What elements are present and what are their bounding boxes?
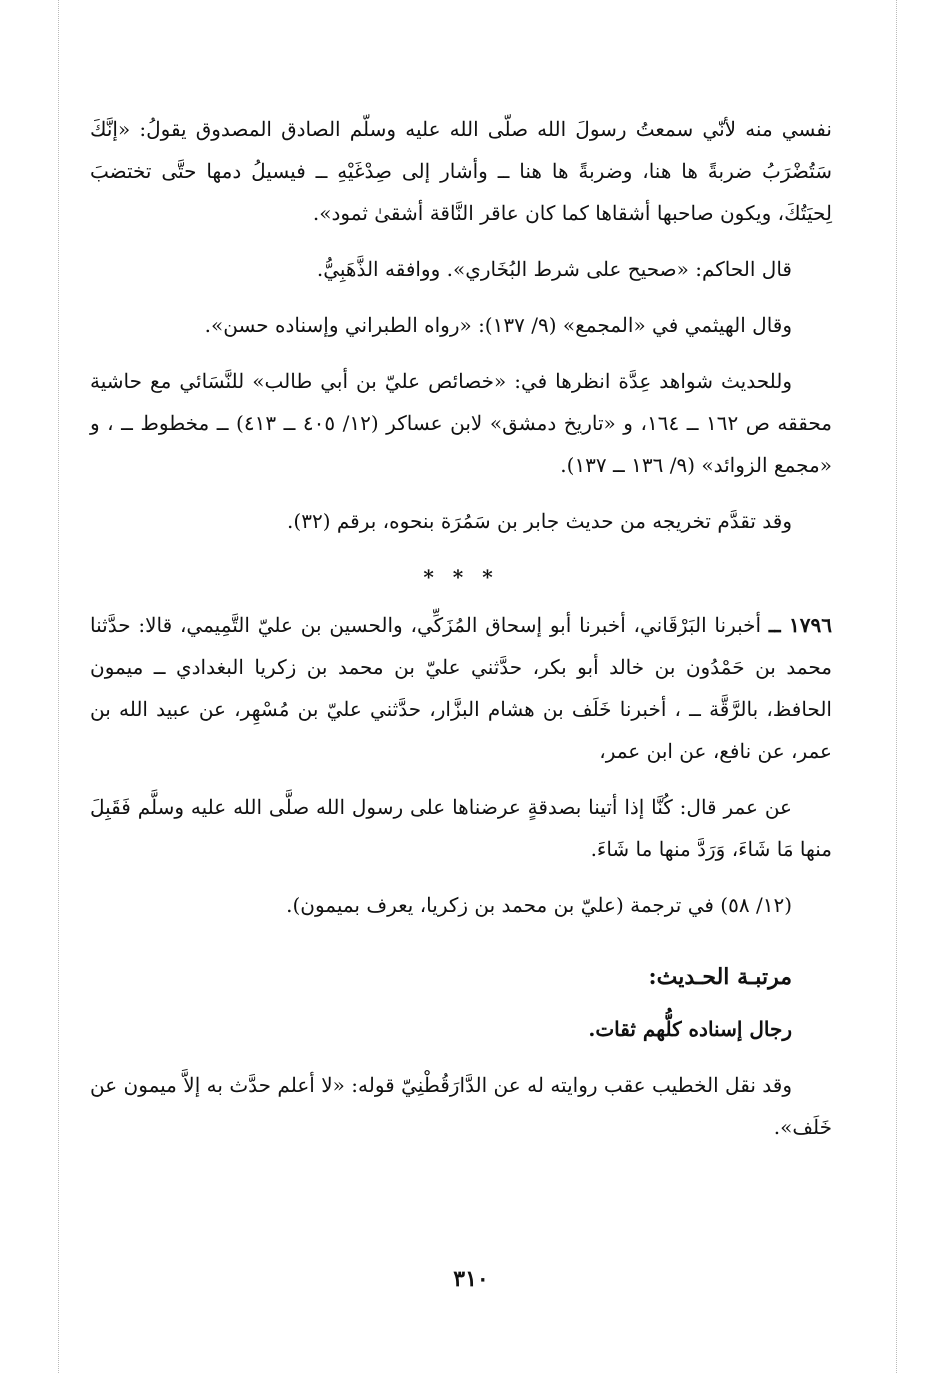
hadith-number: ١٧٩٦ ــ	[768, 613, 832, 637]
section-separator: * * *	[423, 565, 499, 589]
paragraph-hakim-grading: قال الحاكم: «صحيح على شرط البُخَاري». ووافقه الذَّهَبِيُّ.	[316, 257, 792, 281]
left-margin-dotted-line	[58, 0, 59, 1373]
grade-verdict: رجال إسناده كلُّهم ثقات.	[588, 1017, 792, 1041]
paragraph-supporting-narrations: وللحديث شواهد عِدَّة انظرها في: «خصائص عليّ بن أبي طالب» للنَّسَائي مع حاشية محققه ص ١٦٢ ــ ١٦٤، و «تاريخ دمشق» لابن عساكر (١٢/ ٤٠٥ ــ ٤١٣) ــ مخطوط ــ ، و «مجمع الزوائد» (٩/ ١٣٦ ــ ١٣٧).	[90, 369, 833, 477]
hadith-matn: عن عمر قال: كُنَّا إذا أتينا بصدقةٍ عرضناها على رسول الله صلَّى الله عليه وسلَّم فَقَبِلَ منها مَا شَاءَ، وَرَدَّ منها ما شَاءَ.	[90, 795, 832, 861]
page-number: ٣١٠	[453, 1266, 489, 1292]
right-margin-dotted-line	[896, 0, 897, 1373]
paragraph-hadith-text: نفسي منه لأنّي سمعتُ رسولَ الله صلّى الله عليه وسلّم الصادق المصدوق يقولُ: «إنَّكَ سَتُضْرَبُ ضربةً ها هنا، وضربةً ها هنا ــ وأشار إلى صِدْغَيْهِ ــ فيسيلُ دمها حتَّى تختضبَ لِحيَتُكَ، ويكون صاحبها أشقاها كما كان عاقر النَّاقة أشقىٰ ثمود».	[90, 117, 832, 225]
footnote: (١٢/ ٥٨) في ترجمة (عليّ بن محمد بن زكريا، يعرف بميمون).	[286, 893, 792, 917]
page-body	[90, 108, 832, 1162]
hadith-isnad-paragraph	[90, 604, 832, 772]
grade-comment: وقد نقل الخطيب عقب روايته له عن الدَّارَقُطْنِيّ قوله: «لا أعلم حدَّث به إلاَّ ميمون عن خَلَف».	[90, 1073, 832, 1139]
paragraph-haythami-grading: وقال الهيثمي في «المجمع» (٩/ ١٣٧): «رواه الطبراني وإسناده حسن».	[204, 313, 792, 337]
grade-heading: مرتبـة الحـديث:	[648, 964, 792, 990]
paragraph-cross-reference: وقد تقدَّم تخريجه من حديث جابر بن سَمُرَة بنحوه، برقم (٣٢).	[287, 509, 792, 533]
hadith-isnad: أخبرنا البَرْقَاني، أخبرنا أبو إسحاق المُزَكِّي، والحسين بن عليّ التَّمِيمي، قالا: حدَّثنا محمد بن حَمْدُون بن خالد أبو بكر، حدَّثني عليّ بن محمد بن زكريا البغدادي ــ ميمون الحافظ، بالرَّقَّة ــ ، أخبرنا خَلَف بن هشام البزَّار، حدَّثني عليّ بن مُسْهِر، عن عبيد الله بن عمر، عن نافع، عن ابن عمر،	[90, 613, 832, 763]
